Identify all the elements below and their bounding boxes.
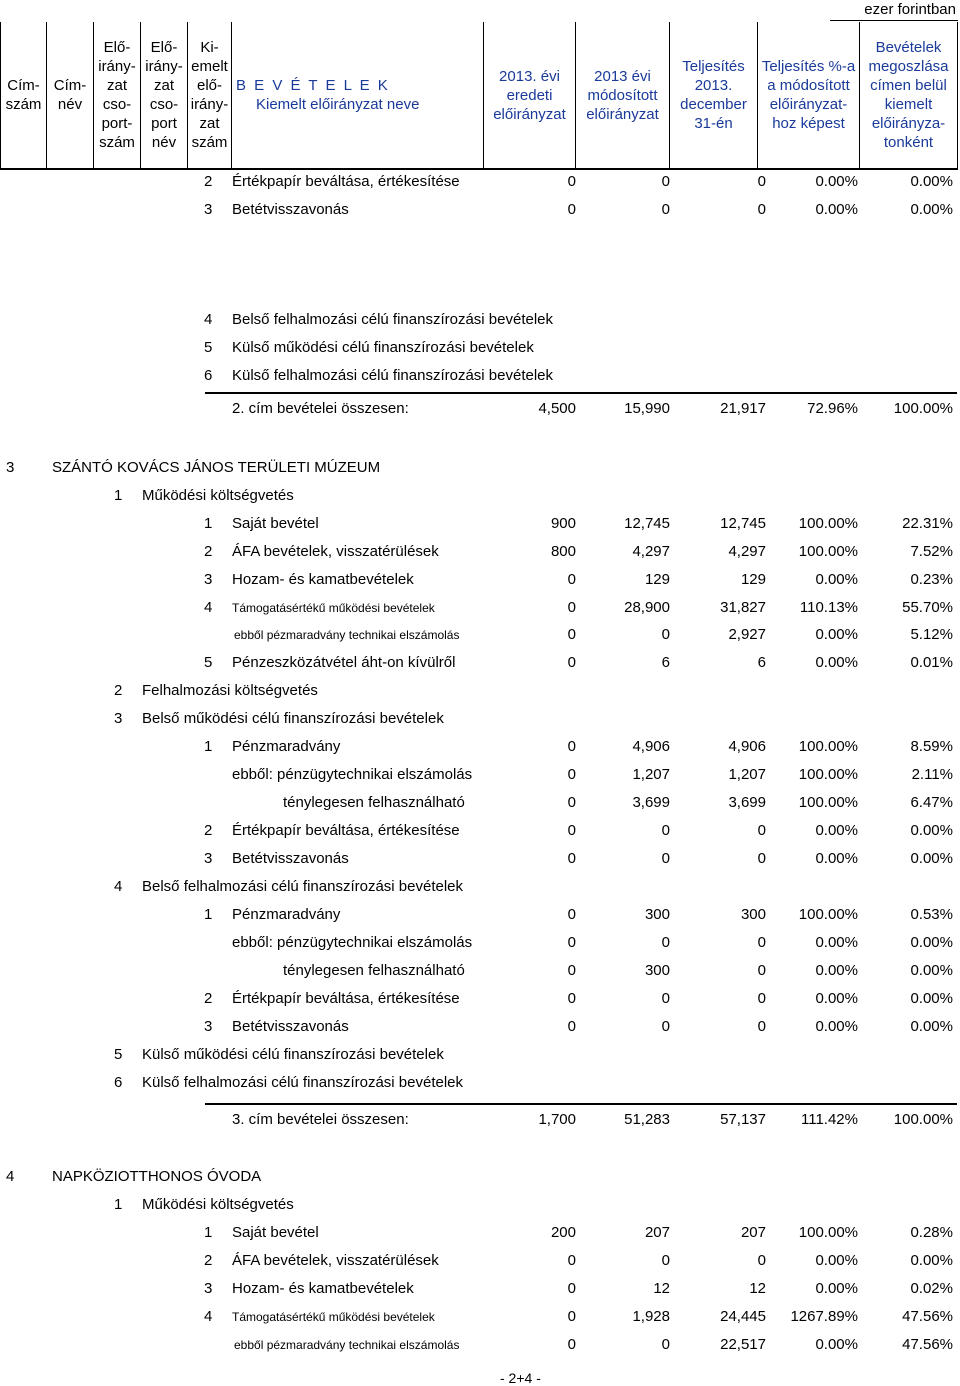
table-row (0, 624, 960, 646)
eredeti-value: 0 (567, 654, 576, 671)
teljesites-value: 0 (757, 173, 766, 190)
header-cim-szam: Cím- szám (0, 22, 47, 168)
eredeti-value: 0 (567, 599, 576, 616)
telj-szazalek-value: 100.00% (798, 794, 858, 811)
teljesites-value: 2,927 (728, 626, 766, 643)
modositott-value: 0 (661, 1018, 670, 1035)
table-row (0, 1222, 960, 1244)
megoszlas-value: 0.00% (910, 934, 953, 951)
megoszlas-value: 0.00% (910, 990, 953, 1007)
table-row (0, 904, 960, 926)
teljesites-value: 24,445 (720, 1308, 766, 1325)
row-label: Értékpapír beváltása, értékesítése (232, 990, 460, 1007)
megoszlas-value: 8.59% (910, 738, 953, 755)
kiemelt-number: 3 (204, 850, 213, 867)
table-row (0, 988, 960, 1010)
eredeti-value: 1,700 (538, 1111, 576, 1128)
megoszlas-value: 55.70% (902, 599, 953, 616)
row-label: Saját bevétel (232, 515, 319, 532)
eredeti-value: 0 (567, 201, 576, 218)
row-label: Működési költségvetés (142, 1196, 294, 1213)
table-row (0, 365, 960, 387)
eredeti-value: 0 (567, 571, 576, 588)
kiemelt-number: 2 (204, 173, 213, 190)
telj-szazalek-value: 0.00% (815, 571, 858, 588)
unit-label: ezer forintban (864, 1, 956, 18)
eredeti-value: 0 (567, 1280, 576, 1297)
telj-szazalek-value: 110.13% (799, 599, 858, 616)
header-bevetelek-title: B E V É T E L E K (236, 77, 390, 94)
teljesites-value: 1,207 (728, 766, 766, 783)
modositott-value: 207 (644, 1224, 670, 1241)
table-row (0, 876, 960, 898)
table-row (0, 541, 960, 563)
teljesites-value: 57,137 (720, 1111, 766, 1128)
telj-szazalek-value: 100.00% (798, 1224, 858, 1241)
megoszlas-value: 0.00% (910, 173, 953, 190)
group-number: 4 (114, 878, 123, 895)
modositott-value: 12,745 (624, 515, 670, 532)
group-number: 3 (114, 710, 123, 727)
kiemelt-number: 1 (204, 738, 213, 755)
telj-szazalek-value: 0.00% (815, 654, 858, 671)
header-csoport-nev: Elő- irány- zat cso- port név (141, 22, 188, 168)
kiemelt-number: 1 (204, 1224, 213, 1241)
telj-szazalek-value: 1267.89% (790, 1308, 858, 1325)
row-label: ebből: pénzügytechnikai elszámolás (232, 766, 473, 783)
row-label: Külső működési célú finanszírozási bevételek (232, 339, 534, 356)
kiemelt-number: 2 (204, 990, 213, 1007)
megoszlas-value: 0.23% (910, 571, 953, 588)
eredeti-value: 0 (567, 173, 576, 190)
table-row (0, 1306, 960, 1328)
megoszlas-value: 47.56% (902, 1336, 953, 1353)
eredeti-value: 0 (567, 1308, 576, 1325)
total-separator (205, 1103, 957, 1105)
telj-szazalek-value: 0.00% (815, 1018, 858, 1035)
eredeti-value: 0 (567, 738, 576, 755)
teljesites-value: 4,906 (728, 738, 766, 755)
row-label: Támogatásértékű működési bevételek (232, 1310, 435, 1324)
table-row (0, 764, 960, 786)
row-label: Működési költségvetés (142, 487, 294, 504)
modositott-value: 6 (661, 654, 670, 671)
modositott-value: 28,900 (624, 599, 670, 616)
megoszlas-value: 7.52% (910, 543, 953, 560)
eredeti-value: 0 (567, 1336, 576, 1353)
eredeti-value: 0 (567, 906, 576, 923)
row-label: ebből pézmaradvány technikai elszámolás (234, 628, 460, 642)
modositott-value: 0 (661, 934, 670, 951)
table-row (0, 736, 960, 758)
table-row (0, 457, 960, 479)
table-row (0, 708, 960, 730)
teljesites-value: 0 (757, 1018, 766, 1035)
table-row (0, 513, 960, 535)
table-row (0, 1072, 960, 1094)
telj-szazalek-value: 0.00% (815, 990, 858, 1007)
group-number: 1 (114, 1196, 123, 1213)
modositott-value: 0 (661, 1336, 670, 1353)
modositott-value: 300 (644, 906, 670, 923)
eredeti-value: 4,500 (538, 400, 576, 417)
teljesites-value: 3,699 (728, 794, 766, 811)
modositott-value: 12 (653, 1280, 670, 1297)
row-label: Pénzeszközátvétel áht-on kívülről (232, 654, 456, 671)
telj-szazalek-value: 0.00% (815, 626, 858, 643)
modositott-value: 4,906 (632, 738, 670, 755)
total-separator (205, 392, 957, 394)
eredeti-value: 800 (550, 543, 576, 560)
megoszlas-value: 6.47% (910, 794, 953, 811)
teljesites-value: 0 (757, 822, 766, 839)
table-row (0, 309, 960, 331)
modositott-value: 0 (661, 626, 670, 643)
row-label: ebből pézmaradvány technikai elszámolás (234, 1338, 460, 1352)
modositott-value: 0 (661, 1252, 670, 1269)
telj-szazalek-value: 111.42% (801, 1111, 858, 1128)
row-label: Belső működési célú finanszírozási bevételek (142, 710, 444, 727)
row-label: Belső felhalmozási célú finanszírozási bevételek (142, 878, 463, 895)
row-label: Értékpapír beváltása, értékesítése (232, 822, 460, 839)
kiemelt-number: 1 (204, 515, 213, 532)
header-bevetelek-sub: Kiemelt előirányzat neve (256, 96, 420, 113)
megoszlas-value: 5.12% (910, 626, 953, 643)
row-label: Hozam- és kamatbevételek (232, 571, 414, 588)
telj-szazalek-value: 0.00% (815, 1280, 858, 1297)
eredeti-value: 0 (567, 850, 576, 867)
kiemelt-number: 3 (204, 1018, 213, 1035)
row-label: Külső felhalmozási célú finanszírozási bevételek (142, 1074, 463, 1091)
megoszlas-value: 0.53% (910, 906, 953, 923)
megoszlas-value: 2.11% (911, 766, 953, 783)
teljesites-value: 4,297 (728, 543, 766, 560)
cim-number: 3 (6, 459, 15, 476)
group-number: 2 (114, 682, 123, 699)
table-row (0, 1194, 960, 1216)
modositott-value: 1,207 (632, 766, 670, 783)
modositott-value: 1,928 (632, 1308, 670, 1325)
kiemelt-number: 2 (204, 822, 213, 839)
eredeti-value: 0 (567, 794, 576, 811)
modositott-value: 0 (661, 201, 670, 218)
megoszlas-value: 0.00% (910, 962, 953, 979)
table-row (0, 932, 960, 954)
eredeti-value: 900 (550, 515, 576, 532)
group-number: 1 (114, 487, 123, 504)
teljesites-value: 0 (757, 934, 766, 951)
kiemelt-number: 5 (204, 654, 213, 671)
page-number: - 2+4 - (500, 1370, 541, 1386)
row-label: Hozam- és kamatbevételek (232, 1280, 414, 1297)
modositott-value: 15,990 (624, 400, 670, 417)
table-row (0, 597, 960, 619)
row-label: ténylegesen felhasználható (283, 962, 465, 979)
teljesites-value: 21,917 (720, 400, 766, 417)
telj-szazalek-value: 100.00% (798, 906, 858, 923)
table-row (0, 1250, 960, 1272)
telj-szazalek-value: 0.00% (815, 822, 858, 839)
row-label: Pénzmaradvány (232, 738, 341, 755)
eredeti-value: 0 (567, 626, 576, 643)
table-row (0, 792, 960, 814)
telj-szazalek-value: 0.00% (815, 850, 858, 867)
megoszlas-value: 0.00% (910, 850, 953, 867)
modositott-value: 51,283 (624, 1111, 670, 1128)
kiemelt-number: 6 (204, 367, 213, 384)
row-label: Értékpapír beváltása, értékesítése (232, 173, 460, 190)
row-label: NAPKÖZIOTTHONOS ÓVODA (52, 1168, 262, 1185)
header-kiemelt-szam: Ki- emelt elő- irány- zat szám (188, 22, 232, 168)
telj-szazalek-value: 0.00% (815, 1252, 858, 1269)
megoszlas-value: 0.00% (910, 822, 953, 839)
megoszlas-value: 47.56% (902, 1308, 953, 1325)
kiemelt-number: 4 (204, 311, 213, 328)
telj-szazalek-value: 0.00% (815, 201, 858, 218)
table-row (0, 1334, 960, 1356)
row-label: ÁFA bevételek, visszatérülések (232, 543, 439, 560)
teljesites-value: 0 (757, 850, 766, 867)
row-label: Saját bevétel (232, 1224, 319, 1241)
row-label: SZÁNTÓ KOVÁCS JÁNOS TERÜLETI MÚZEUM (52, 459, 381, 476)
kiemelt-number: 3 (204, 201, 213, 218)
telj-szazalek-value: 0.00% (815, 173, 858, 190)
telj-szazalek-value: 0.00% (815, 962, 858, 979)
total-label: 3. cím bevételei összesen: (232, 1111, 409, 1128)
group-number: 6 (114, 1074, 123, 1091)
teljesites-value: 207 (740, 1224, 766, 1241)
megoszlas-value: 0.28% (910, 1224, 953, 1241)
table-row (0, 652, 960, 674)
table-row (0, 1044, 960, 1066)
row-label: Betétvisszavonás (232, 1018, 349, 1035)
teljesites-value: 0 (757, 990, 766, 1007)
telj-szazalek-value: 100.00% (798, 543, 858, 560)
table-row (0, 199, 960, 221)
table-row (0, 337, 960, 359)
telj-szazalek-value: 72.96% (807, 400, 858, 417)
kiemelt-number: 4 (204, 599, 213, 616)
table-row (0, 1166, 960, 1188)
total-label: 2. cím bevételei összesen: (232, 400, 409, 417)
modositott-value: 0 (661, 822, 670, 839)
table-row (0, 485, 960, 507)
eredeti-value: 0 (567, 962, 576, 979)
kiemelt-number: 2 (204, 1252, 213, 1269)
row-label: ténylegesen felhasználható (283, 794, 465, 811)
teljesites-value: 12 (749, 1280, 766, 1297)
row-label: Külső felhalmozási célú finanszírozási bevételek (232, 367, 553, 384)
telj-szazalek-value: 0.00% (815, 934, 858, 951)
table-row (0, 398, 960, 420)
megoszlas-value: 100.00% (893, 400, 953, 417)
megoszlas-value: 0.00% (910, 201, 953, 218)
teljesites-value: 300 (740, 906, 766, 923)
header-eredeti: 2013. évi eredeti előirányzat (484, 22, 576, 168)
modositott-value: 4,297 (632, 543, 670, 560)
megoszlas-value: 0.00% (910, 1018, 953, 1035)
eredeti-value: 0 (567, 990, 576, 1007)
modositott-value: 0 (661, 173, 670, 190)
header-teljesites: Teljesítés 2013. december 31-én (670, 22, 758, 168)
modositott-value: 3,699 (632, 794, 670, 811)
header-modositott: 2013 évi módosított előirányzat (576, 22, 670, 168)
eredeti-value: 0 (567, 766, 576, 783)
row-label: ÁFA bevételek, visszatérülések (232, 1252, 439, 1269)
row-label: Betétvisszavonás (232, 850, 349, 867)
modositott-value: 129 (644, 571, 670, 588)
table-row (0, 1278, 960, 1300)
teljesites-value: 0 (757, 962, 766, 979)
eredeti-value: 0 (567, 822, 576, 839)
row-label: Támogatásértékű működési bevételek (232, 601, 435, 615)
teljesites-value: 129 (740, 571, 766, 588)
telj-szazalek-value: 0.00% (815, 1336, 858, 1353)
eredeti-value: 0 (567, 1018, 576, 1035)
telj-szazalek-value: 100.00% (798, 766, 858, 783)
eredeti-value: 0 (567, 934, 576, 951)
row-label: Felhalmozási költségvetés (142, 682, 318, 699)
megoszlas-value: 0.02% (910, 1280, 953, 1297)
table-row (0, 680, 960, 702)
teljesites-value: 22,517 (720, 1336, 766, 1353)
kiemelt-number: 3 (204, 571, 213, 588)
header-megoszlas: Bevételek megoszlása címen belül kiemelt előirányza- tonként (860, 22, 958, 168)
megoszlas-value: 0.00% (910, 1252, 953, 1269)
teljesites-value: 0 (757, 1252, 766, 1269)
header-cim-nev: Cím- név (47, 22, 94, 168)
row-label: ebből: pénzügytechnikai elszámolás (232, 934, 473, 951)
table-row (0, 569, 960, 591)
table-row (0, 960, 960, 982)
table-row (0, 1016, 960, 1038)
teljesites-value: 31,827 (720, 599, 766, 616)
kiemelt-number: 2 (204, 543, 213, 560)
kiemelt-number: 4 (204, 1308, 213, 1325)
modositott-value: 0 (661, 990, 670, 1007)
modositott-value: 300 (644, 962, 670, 979)
megoszlas-value: 0.01% (910, 654, 953, 671)
header-telj-szazalek: Teljesítés %-a a módosított előirányzat- hoz képest (758, 22, 860, 168)
megoszlas-value: 22.31% (902, 515, 953, 532)
row-label: Külső működési célú finanszírozási bevételek (142, 1046, 444, 1063)
row-label: Belső felhalmozási célú finanszírozási bevételek (232, 311, 553, 328)
kiemelt-number: 3 (204, 1280, 213, 1297)
eredeti-value: 200 (550, 1224, 576, 1241)
telj-szazalek-value: 100.00% (798, 738, 858, 755)
cim-number: 4 (6, 1168, 15, 1185)
table-row (0, 848, 960, 870)
table-row (0, 820, 960, 842)
teljesites-value: 12,745 (720, 515, 766, 532)
kiemelt-number: 1 (204, 906, 213, 923)
table-row (0, 1109, 960, 1131)
header-csoport-szam: Elő- irány- zat cso- port- szám (94, 22, 141, 168)
table-row (0, 171, 960, 193)
kiemelt-number: 5 (204, 339, 213, 356)
group-number: 5 (114, 1046, 123, 1063)
teljesites-value: 6 (757, 654, 766, 671)
row-label: Betétvisszavonás (232, 201, 349, 218)
row-label: Pénzmaradvány (232, 906, 341, 923)
eredeti-value: 0 (567, 1252, 576, 1269)
telj-szazalek-value: 100.00% (798, 515, 858, 532)
megoszlas-value: 100.00% (893, 1111, 953, 1128)
teljesites-value: 0 (757, 201, 766, 218)
modositott-value: 0 (661, 850, 670, 867)
